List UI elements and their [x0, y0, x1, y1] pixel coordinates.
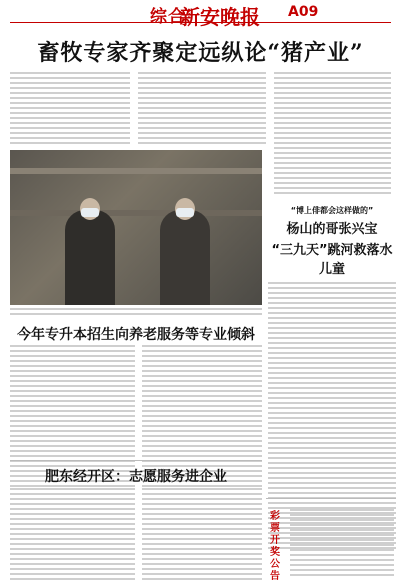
side-article — [268, 205, 396, 552]
column-3 — [274, 72, 391, 197]
lottery-results-list — [290, 509, 394, 579]
masthead-rule — [10, 22, 391, 29]
column-1 — [10, 72, 130, 147]
main-headline: 畜牧专家齐聚定远纵论“猪产业” — [37, 40, 364, 66]
article-headline: 肥东经开区：志愿服务进企业 — [45, 469, 227, 485]
person-figure — [160, 210, 210, 305]
lottery-results-box — [270, 505, 396, 580]
article-body — [10, 488, 135, 583]
column-2 — [138, 72, 266, 147]
article-headline: 今年专升本招生向养老服务等专业倾斜 — [17, 327, 255, 343]
lottery-results-label: 彩票开奖公告 — [270, 511, 280, 582]
section-title: 综合 — [150, 7, 186, 27]
newspaper-logo: 新安晚报 — [180, 5, 260, 29]
masthead — [0, 0, 401, 32]
page-number: A09 — [288, 4, 319, 20]
side-article-kicker: “博上俳都会这样做的” — [290, 206, 374, 215]
side-article-subtitle: “三九天”跳河救落水儿童 — [271, 243, 393, 277]
column-divider — [10, 460, 262, 461]
column-divider — [266, 498, 396, 499]
news-photo — [10, 150, 262, 305]
side-article-title: 杨山的哥张兴宝 — [286, 222, 378, 237]
article-body — [142, 488, 262, 583]
photo-caption — [10, 308, 262, 318]
person-figure — [65, 210, 115, 305]
